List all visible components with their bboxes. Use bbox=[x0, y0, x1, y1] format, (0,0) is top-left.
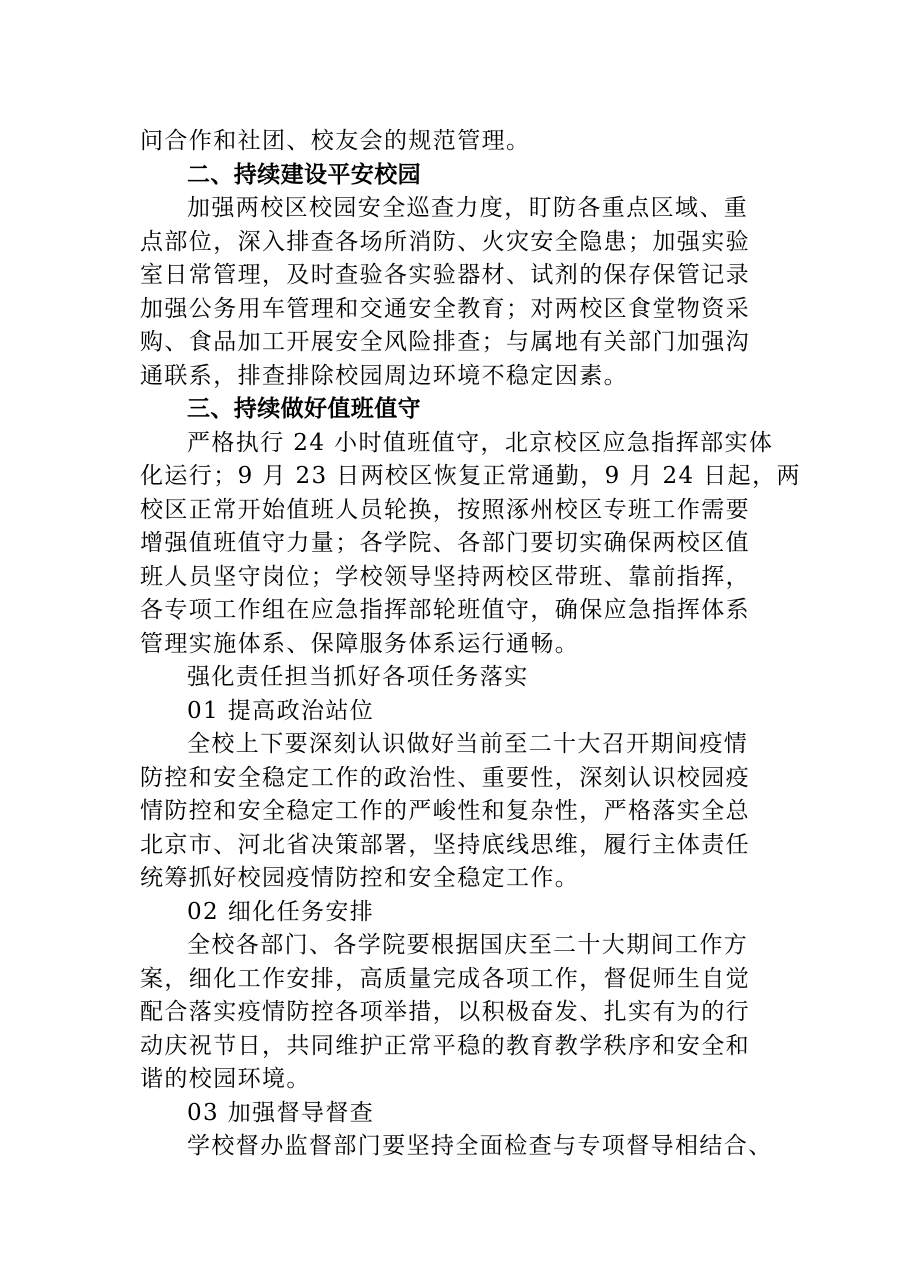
text-line: 全校上下要深刻认识做好当前至二十大召开期间疫情 bbox=[187, 731, 749, 757]
text-line: 强化责任担当抓好各项任务落实 bbox=[187, 664, 529, 690]
text-line: 点部位，深入排查各场所消防、火灾安全隐患；加强实验 bbox=[140, 228, 750, 255]
paragraph bbox=[140, 929, 780, 1097]
text-line: 配合落实疫情防控各项举措，以积极奋发、扎实有为的行 bbox=[140, 999, 750, 1025]
text-line: 案，细化工作安排，高质量完成各项工作，督促师生自觉 bbox=[140, 965, 750, 992]
text-line: 室日常管理，及时查验各实验器材、试剂的保存保管记录 bbox=[140, 262, 750, 288]
paragraph bbox=[140, 661, 780, 695]
paragraph bbox=[140, 125, 780, 159]
text-line: 校区正常开始值班人员轮换，按照涿州校区专班工作需要 bbox=[140, 496, 750, 523]
text-line: 严格执行 24 小时值班值守，北京校区应急指挥部实体 bbox=[187, 429, 774, 456]
text-line: 全校各部门、各学院要根据国庆至二十大期间工作方 bbox=[187, 932, 749, 958]
text-line: 统筹抓好校园疫情防控和安全稳定工作。 bbox=[140, 865, 580, 891]
text-line: 通联系，排查排除校园周边环境不稳定因素。 bbox=[140, 362, 628, 389]
text-line: 班人员坚守岗位；学校领导坚持两校区带班、靠前指挥， bbox=[140, 563, 750, 590]
text-line: 增强值班值守力量；各学院、各部门要切实确保两校区值 bbox=[140, 530, 750, 556]
text-line: 加强两校区校园安全巡查力度，盯防各重点区域、重 bbox=[187, 195, 749, 221]
text-line: 管理实施体系、保障服务体系运行通畅。 bbox=[140, 630, 580, 657]
text-line: 防控和安全稳定工作的政治性、重要性，深刻认识校园疫 bbox=[140, 764, 750, 791]
text-line: 情防控和安全稳定工作的严峻性和复杂性，严格落实全总 bbox=[140, 798, 750, 824]
text-line: 加强公务用车管理和交通安全教育；对两校区食堂物资采 bbox=[140, 295, 750, 322]
paragraph bbox=[140, 192, 780, 393]
text-line: 问合作和社团、校友会的规范管理。 bbox=[140, 128, 531, 154]
paragraph bbox=[140, 896, 780, 930]
document-body bbox=[140, 125, 801, 1164]
text-line: 购、食品加工开展安全风险排查；与属地有关部门加强沟 bbox=[140, 329, 750, 355]
section-heading bbox=[140, 159, 780, 193]
text-line: 动庆祝节日，共同维护正常平稳的教育教学秩序和安全和 bbox=[140, 1032, 750, 1059]
text-line: 学校督办监督部门要坚持全面检查与专项督导相结合、 bbox=[187, 1133, 773, 1159]
paragraph bbox=[140, 1097, 780, 1131]
paragraph bbox=[140, 728, 780, 896]
paragraph bbox=[140, 1130, 780, 1164]
text-line: 各专项工作组在应急指挥部轮班值守，确保应急指挥体系 bbox=[140, 597, 750, 623]
text-line: 03 加强督导督查 bbox=[187, 1099, 375, 1126]
paragraph bbox=[140, 695, 780, 729]
text-line: 01 提高政治站位 bbox=[187, 697, 375, 724]
text-line: 谐的校园环境。 bbox=[140, 1066, 311, 1092]
heading-line: 三、持续做好值班值守 bbox=[187, 396, 421, 422]
text-line: 02 细化任务安排 bbox=[187, 898, 375, 925]
section-heading bbox=[140, 393, 780, 427]
text-line: 北京市、河北省决策部署，坚持底线思维，履行主体责任 bbox=[140, 831, 750, 858]
heading-line: 二、持续建设平安校园 bbox=[187, 161, 421, 188]
paragraph bbox=[140, 427, 801, 662]
text-line: 化运行；9 月 23 日两校区恢复正常通勤，9 月 24 日起，两 bbox=[140, 463, 801, 489]
